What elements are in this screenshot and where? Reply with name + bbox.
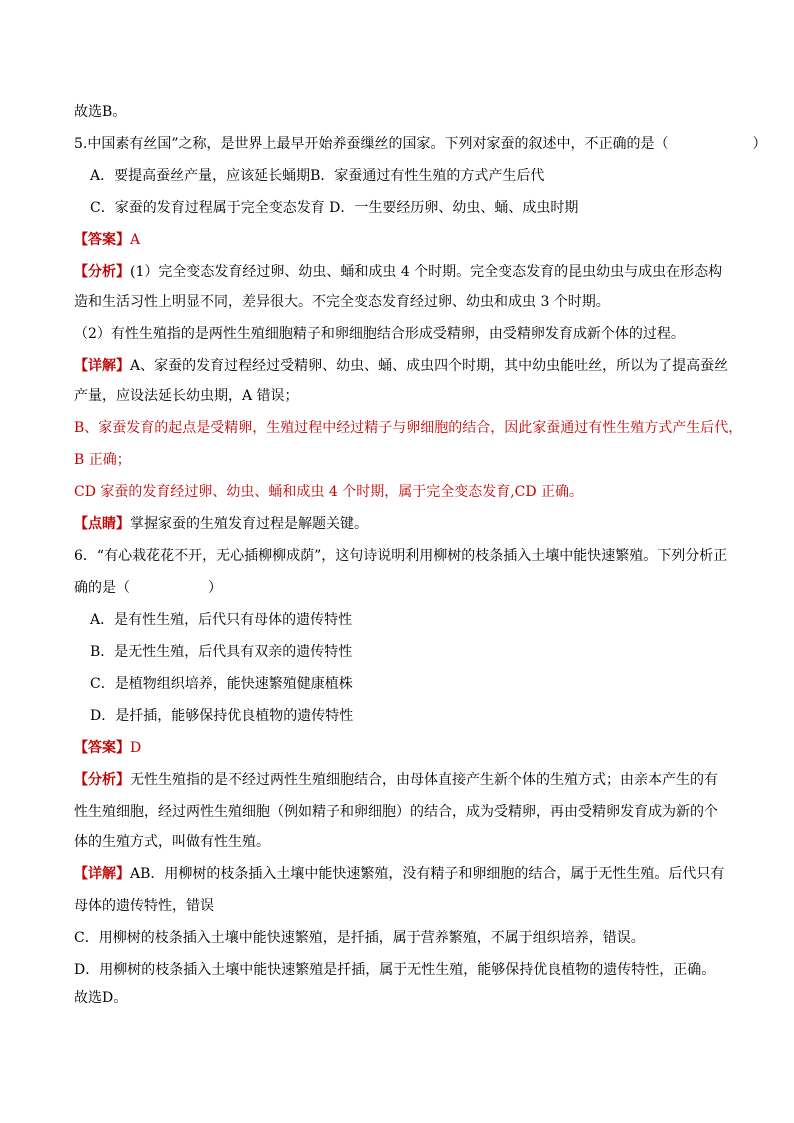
q6-detail-line-1: 【详解】AB．用柳树的枝条插入土壤中能快速繁殖，没有精子和卵细胞的结合，属于无性生殖。后代只有 bbox=[74, 866, 725, 882]
q5-answer: 【答案】A bbox=[74, 232, 141, 248]
q5-detail-line-2: 产量，应设法延长幼虫期，A 错误； bbox=[74, 388, 299, 404]
q6-option-a: A．是有性生殖，后代只有母体的遗传特性 bbox=[90, 612, 353, 628]
q6-conclusion: 故选D。 bbox=[74, 990, 128, 1006]
q6-option-b: B．是无性生殖，后代具有双亲的遗传特性 bbox=[90, 644, 353, 660]
q6-stem-line-2: 确的是（ ） bbox=[74, 580, 222, 596]
q6-analysis-line-1: 【分析】无性生殖指的是不经过两性生殖细胞结合，由母体直接产生新个体的生殖方式；由亲本产生的有 bbox=[74, 772, 718, 788]
q5-stem: 5.中国素有丝国”之称，是世界上最早开始养蚕缫丝的国家。下列对家蚕的叙述中，不正确的是（ ） bbox=[74, 136, 767, 152]
q5-options-row-1: A．要提高蚕丝产量，应该延长蛹期B．家蚕通过有性生殖的方式产生后代 bbox=[90, 168, 545, 184]
q5-analysis-line-1: 【分析】(1）完全变态发育经过卵、幼虫、蛹和成虫 4 个时期。完全变态发育的昆虫幼虫与成虫在形态构 bbox=[74, 264, 723, 280]
q6-answer: 【答案】D bbox=[74, 740, 142, 756]
q5-detail-line-1: 【详解】A、家蚕的发育过程经过受精卵、幼虫、蛹、成虫四个时期，其中幼虫能吐丝，所以为了提高蚕丝 bbox=[74, 358, 729, 374]
q5-options-row-2: C．家蚕的发育过程属于完全变态发育 D．一生要经历卵、幼虫、蛹、成虫时期 bbox=[90, 200, 579, 216]
q5-analysis-line-3: （2）有性生殖指的是两性生殖细胞精子和卵细胞结合形成受精卵，由受精卵发育成新个体的过程。 bbox=[74, 326, 685, 342]
q5-detail-line-5: CD 家蚕的发育经过卵、幼虫、蛹和成虫 4 个时期，属于完全变态发育,CD 正确。 bbox=[74, 484, 584, 500]
q6-option-d: D．是扦插，能够保持优良植物的遗传特性 bbox=[90, 708, 354, 724]
q6-detail-line-2: 母体的遗传特性，错误 bbox=[74, 898, 214, 914]
q5-detail-line-4: B 正确； bbox=[74, 452, 131, 468]
previous-conclusion: 故选B。 bbox=[74, 104, 127, 120]
q5-detail-line-3: B、家蚕发育的起点是受精卵，生殖过程中经过精子与卵细胞的结合，因此家蚕通过有性生殖方式产生后代， bbox=[74, 420, 743, 436]
q6-detail-line-4: D．用柳树的枝条插入土壤中能快速繁殖是扦插，属于无性生殖，能够保持优良植物的遗传特性，正确。 bbox=[74, 962, 716, 978]
q6-stem-line-1: 6．“有心栽花花不开，无心插柳柳成荫”，这句诗说明利用柳树的枝条插入土壤中能快速繁殖。下列分析正 bbox=[74, 548, 728, 564]
q6-analysis-line-3: 体的生殖方式，叫做有性生殖。 bbox=[74, 834, 270, 850]
q6-option-c: C．是植物组织培养，能快速繁殖健康植株 bbox=[90, 676, 353, 692]
q5-key-point: 【点睛】掌握家蚕的生殖发育过程是解题关键。 bbox=[74, 516, 368, 532]
q5-analysis-line-2: 造和生活习性上明显不同，差异很大。不完全变态发育经过卵、幼虫和成虫 3 个时期。 bbox=[74, 294, 610, 310]
q6-analysis-line-2: 性生殖细胞，经过两性生殖细胞（例如精子和卵细胞）的结合，成为受精卵，再由受精卵发育成为新的个 bbox=[74, 804, 718, 820]
q6-detail-line-3: C．用柳树的枝条插入土壤中能快速繁殖，是扦插，属于营养繁殖，不属于组织培养，错误。 bbox=[74, 930, 645, 946]
